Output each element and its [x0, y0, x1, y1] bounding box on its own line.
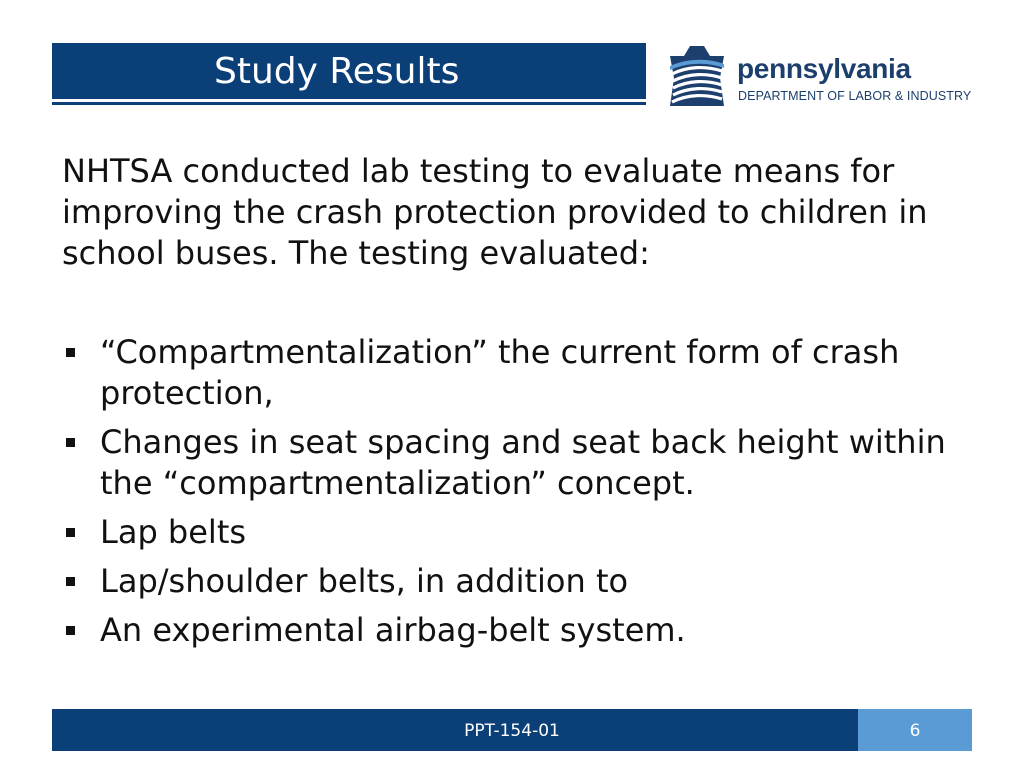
- logo-department: DEPARTMENT OF LABOR & INDUSTRY: [738, 89, 972, 103]
- page-number: 6: [909, 721, 921, 741]
- square-bullet-icon: [66, 438, 75, 447]
- footer-code: PPT-154-01: [464, 721, 560, 741]
- logo-name: pennsylvania: [737, 53, 911, 84]
- bullet-item: [62, 561, 972, 602]
- slide-title: Study Results: [214, 51, 460, 92]
- keystone-logo-icon: [664, 44, 730, 110]
- bullet-list: [62, 332, 972, 659]
- bullet-item: [62, 422, 972, 504]
- bullet-item: [62, 332, 972, 414]
- bullet-text: Changes in seat spacing and seat back height within the “compartmentalization” concept.: [100, 423, 946, 502]
- bullet-text: Lap belts: [100, 513, 247, 551]
- pa-labor-industry-logo: [664, 44, 984, 110]
- bullet-text: “Compartmentalization” the current form of crash protection,: [100, 333, 900, 412]
- bullet-text: Lap/shoulder belts, in addition to: [100, 562, 629, 600]
- intro-paragraph: NHTSA conducted lab testing to evaluate means for improving the crash protection provided to children in school buses. The testing evaluated:: [62, 152, 928, 272]
- bullet-item: [62, 610, 972, 651]
- footer-page-box: [858, 709, 972, 751]
- bullet-text: An experimental airbag-belt system.: [100, 611, 686, 649]
- square-bullet-icon: [66, 626, 75, 635]
- square-bullet-icon: [66, 348, 75, 357]
- square-bullet-icon: [66, 577, 75, 586]
- bullet-item: [62, 512, 972, 553]
- footer-bar: [52, 709, 972, 751]
- title-bar: [52, 43, 646, 99]
- square-bullet-icon: [66, 528, 75, 537]
